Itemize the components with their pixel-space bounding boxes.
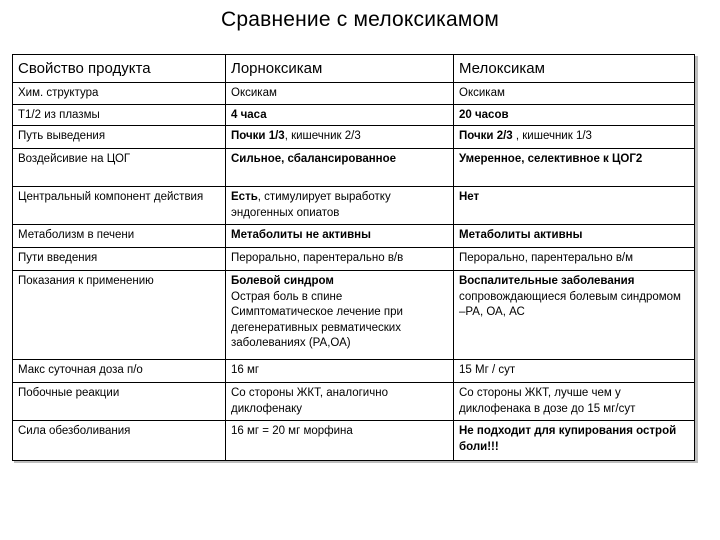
table-row [13,421,695,461]
cell-lornoxicam [226,149,454,187]
table-row [13,187,695,225]
cell-line: Острая боль в спине [231,290,343,303]
cell-fragment: Метаболиты активны [459,229,583,241]
cell-property: Метаболизм в печени [13,225,226,248]
cell-fragment: 16 мг = 20 мг морфина [231,425,353,437]
cell-line: Симптоматическое лечение при дегенеративных ревматических заболеваниях (РА,ОА) [231,306,403,349]
cell-fragment: Оксикам [231,87,277,99]
table-row [13,271,695,360]
cell-fragment: Перорально, парентерально в/в [231,252,404,264]
header-cell-meloxicam: Мелоксикам [454,55,695,83]
cell-lornoxicam [226,187,454,225]
cell-meloxicam [454,187,695,225]
cell-lornoxicam [226,248,454,271]
cell-lornoxicam [226,126,454,149]
cell-property: Побочные реакции [13,383,226,421]
cell-meloxicam [454,104,695,126]
cell-fragment: Оксикам [459,87,505,99]
table-row [13,104,695,126]
table-row [13,83,695,105]
cell-property: Центральный компонент действия [13,187,226,225]
cell-property: Т1/2 из плазмы [13,104,226,126]
cell-property: Показания к применению [13,271,226,360]
cell-fragment: 16 мг [231,364,260,376]
cell-fragment: Есть [231,191,258,203]
cell-lornoxicam [226,360,454,383]
cell-fragment: Метаболиты не активны [231,229,371,241]
cell-line: Воспалительные заболевания [459,275,635,287]
cell-property: Хим. структура [13,83,226,105]
cell-meloxicam [454,149,695,187]
cell-meloxicam [454,83,695,105]
cell-lornoxicam [226,83,454,105]
cell-fragment: Со стороны ЖКТ, аналогично диклофенаку [231,387,388,415]
table-row [13,126,695,149]
cell-fragment: Не подходит для купирования острой боли!!! [459,425,677,453]
cell-meloxicam [454,225,695,248]
table-row [13,149,695,187]
cell-meloxicam [454,126,695,149]
table-header-row [13,55,695,83]
cell-fragment: , кишечник 2/3 [284,130,361,142]
cell-line: Болевой синдром [231,275,334,287]
cell-lornoxicam [226,225,454,248]
cell-meloxicam [454,421,695,461]
header-cell-lornoxicam: Лорноксикам [226,55,454,83]
cell-property: Макс суточная доза п/о [13,360,226,383]
cell-fragment: , стимулирует выработку эндогенных опиатов [231,191,391,219]
page-title: Сравнение с мелоксикамом [220,8,500,31]
cell-property: Воздейсивие на ЦОГ [13,149,226,187]
cell-fragment: Умеренное, селективное к ЦОГ2 [459,153,643,165]
cell-fragment: , кишечник 1/3 [512,130,592,142]
cell-meloxicam [454,383,695,421]
cell-fragment: Нет [459,191,480,203]
cell-meloxicam [454,271,695,360]
cell-fragment: Почки 2/3 [459,130,513,142]
cell-meloxicam [454,360,695,383]
cell-property: Путь выведения [13,126,226,149]
cell-fragment: Со стороны ЖКТ, лучше чем у диклофенака в дозе до 15 мг/сут [459,387,636,415]
cell-fragment: 15 Мг / сут [459,364,516,376]
cell-meloxicam [454,248,695,271]
cell-lornoxicam [226,271,454,360]
cell-property: Пути введения [13,248,226,271]
cell-line: сопровождающиеся болевым синдромом –РА, ОА, АС [459,290,681,318]
table-row [13,248,695,271]
comparison-table [12,54,695,461]
cell-fragment: Перорально, парентерально в/м [459,252,634,264]
cell-fragment: Сильное, сбалансированное [231,153,397,165]
cell-lornoxicam [226,104,454,126]
cell-lornoxicam [226,421,454,461]
cell-lornoxicam [226,383,454,421]
cell-fragment: 4 часа [231,108,267,121]
table-row [13,360,695,383]
cell-fragment: Почки 1/3 [231,130,285,142]
table-row [13,383,695,421]
cell-property: Сила обезболивания [13,421,226,461]
header-cell-property: Свойство продукта [13,55,226,83]
cell-fragment: 20 часов [459,108,509,121]
table-row [13,225,695,248]
